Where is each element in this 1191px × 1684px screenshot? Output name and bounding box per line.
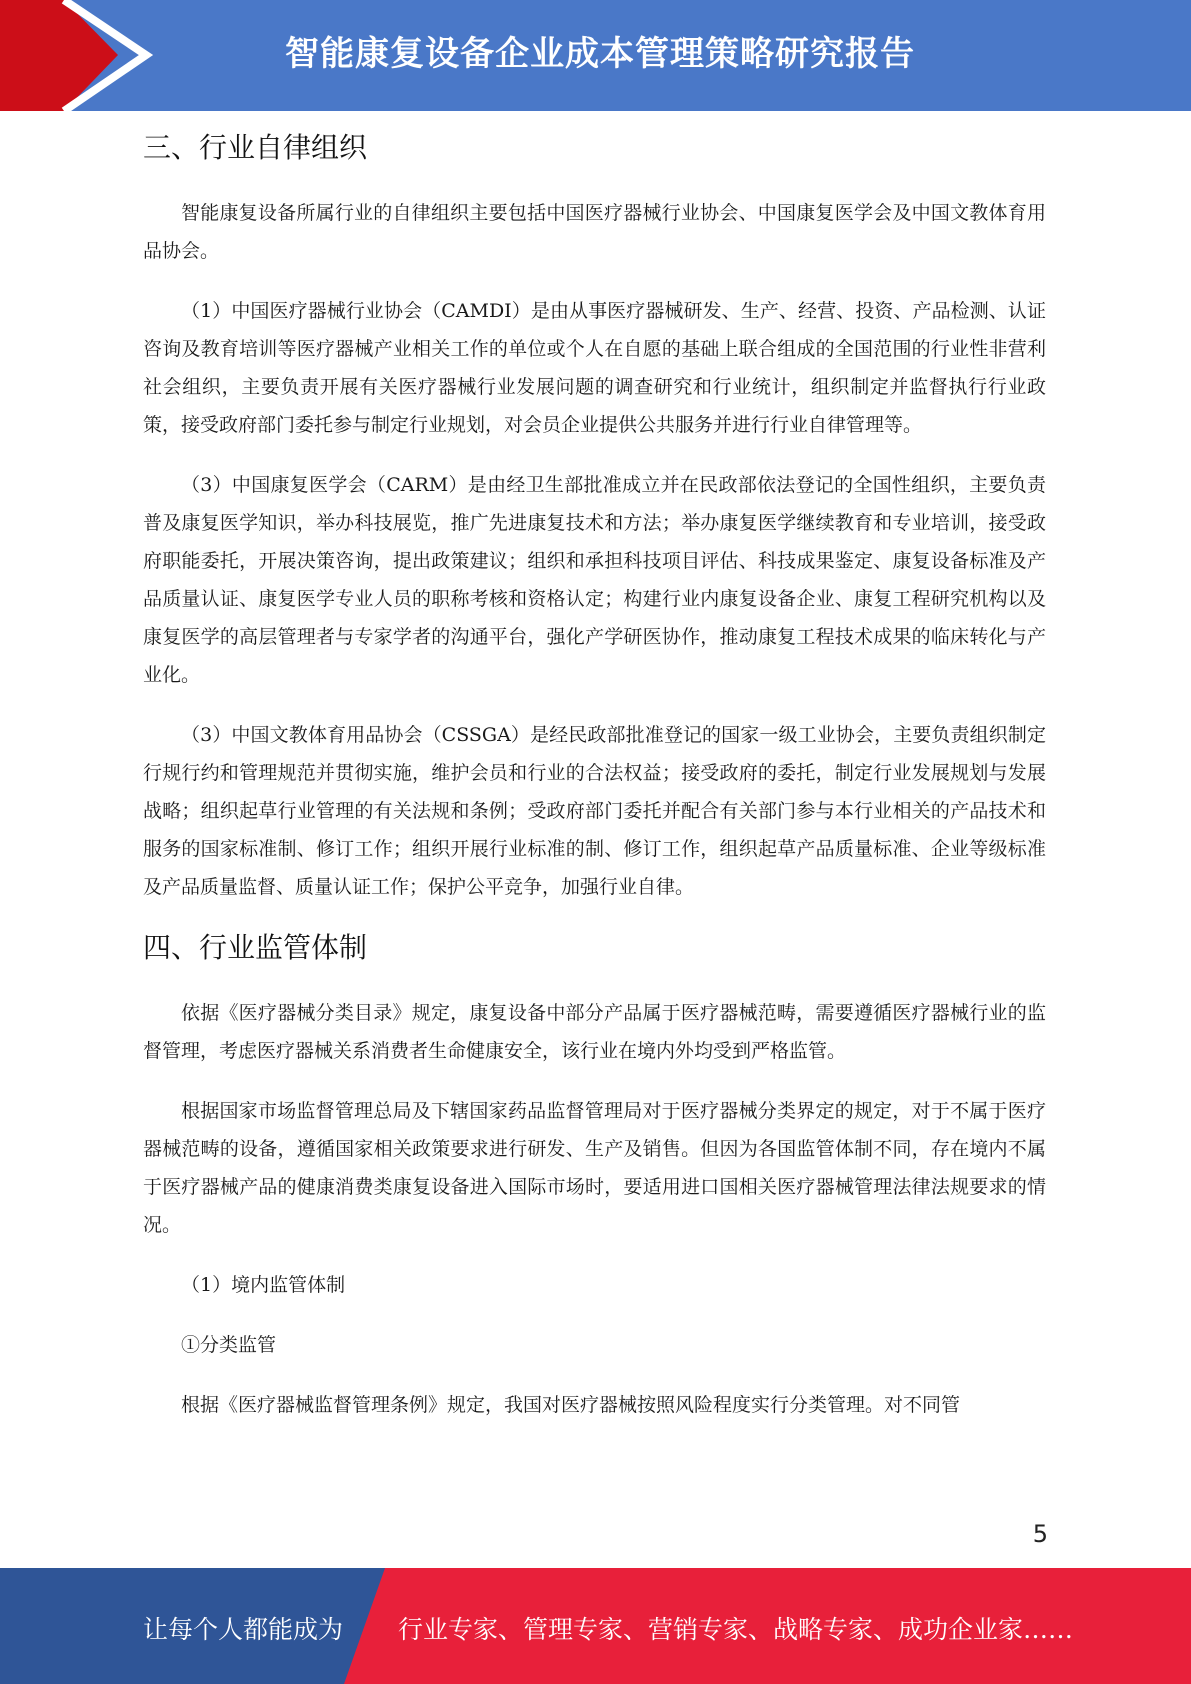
page-footer [0,1568,1191,1684]
paragraph-cssga: （3）中国文教体育用品协会（CSSGA）是经民政部批准登记的国家一级工业协会，主要负责组织制定行规行约和管理规范并贯彻实施，维护会员和行业的合法权益；接受政府的委托，制定行业发展规划与发展战略；组织起草行业管理的有关法规和条例；受政府部门委托并配合有关部门参与本行业相关的产品技术和服务的国家标准制、修订工作；组织开展行业标准的制、修订工作，组织起草产品质量标准、企业等级标准及产品质量监督、质量认证工作；保护公平竞争，加强行业自律。 [143,724,1046,898]
report-title: 智能康复设备企业成本管理策略研究报告 [285,34,915,74]
footer-slogan-right: 行业专家、管理专家、营销专家、战略专家、成功企业家…… [398,1615,1074,1644]
footer-slogan-left: 让每个人都能成为 [143,1615,344,1644]
section-heading-self-regulatory-organizations: 三、行业自律组织 [143,131,368,164]
paragraph-non-medical-devices: 根据国家市场监督管理总局及下辖国家药品监督管理局对于医疗器械分类界定的规定，对于不属于医疗器械范畴的设备，遵循国家相关政策要求进行研发、生产及销售。但因为各国监管体制不同，存在境内不属于医疗器械产品的健康消费类康复设备进入国际市场时，要适用进口国相关医疗器械管理法律法规要求的情况。 [143,1100,1046,1236]
document-body [143,128,1046,1424]
page-header [0,0,1191,111]
paragraph-classification-catalog: 依据《医疗器械分类目录》规定，康复设备中部分产品属于医疗器械范畴，需要遵循医疗器械行业的监督管理，考虑医疗器械关系消费者生命健康安全，该行业在境内外均受到严格监管。 [143,1002,1046,1062]
paragraph-intro: 智能康复设备所属行业的自律组织主要包括中国医疗器械行业协会、中国康复医学会及中国文教体育用品协会。 [143,202,1046,262]
subheading-domestic-regulation: （1）境内监管体制 [181,1274,346,1296]
paragraph-camdi: （1）中国医疗器械行业协会（CAMDI）是由从事医疗器械研发、生产、经营、投资、产品检测、认证咨询及教育培训等医疗器械产业相关工作的单位或个人在自愿的基础上联合组成的全国范围的行业性非营利社会组织，主要负责开展有关医疗器械行业发展问题的调查研究和行业统计，组织制定并监督执行行业政策，接受政府部门委托参与制定行业规划，对会员企业提供公共服务并进行行业自律管理等。 [143,300,1046,436]
paragraph-regulation-ordinance: 根据《医疗器械监督管理条例》规定，我国对医疗器械按照风险程度实行分类管理。对不同管 [181,1394,961,1416]
section-heading-regulatory-system: 四、行业监管体制 [143,931,368,964]
paragraph-carm: （3）中国康复医学会（CARM）是由经卫生部批准成立并在民政部依法登记的全国性组织，主要负责普及康复医学知识，举办科技展览，推广先进康复技术和方法；举办康复医学继续教育和专业培训，接受政府职能委托，开展决策咨询，提出政策建议；组织和承担科技项目评估、科技成果鉴定、康复设备标准及产品质量认证、康复医学专业人员的职称考核和资格认定；构建行业内康复设备企业、康复工程研究机构以及康复医学的高层管理者与专家学者的沟通平台，强化产学研医协作，推动康复工程技术成果的临床转化与产业化。 [143,474,1046,686]
page-number: 5 [1032,1520,1048,1548]
subheading-classified-supervision: ①分类监管 [181,1334,277,1356]
